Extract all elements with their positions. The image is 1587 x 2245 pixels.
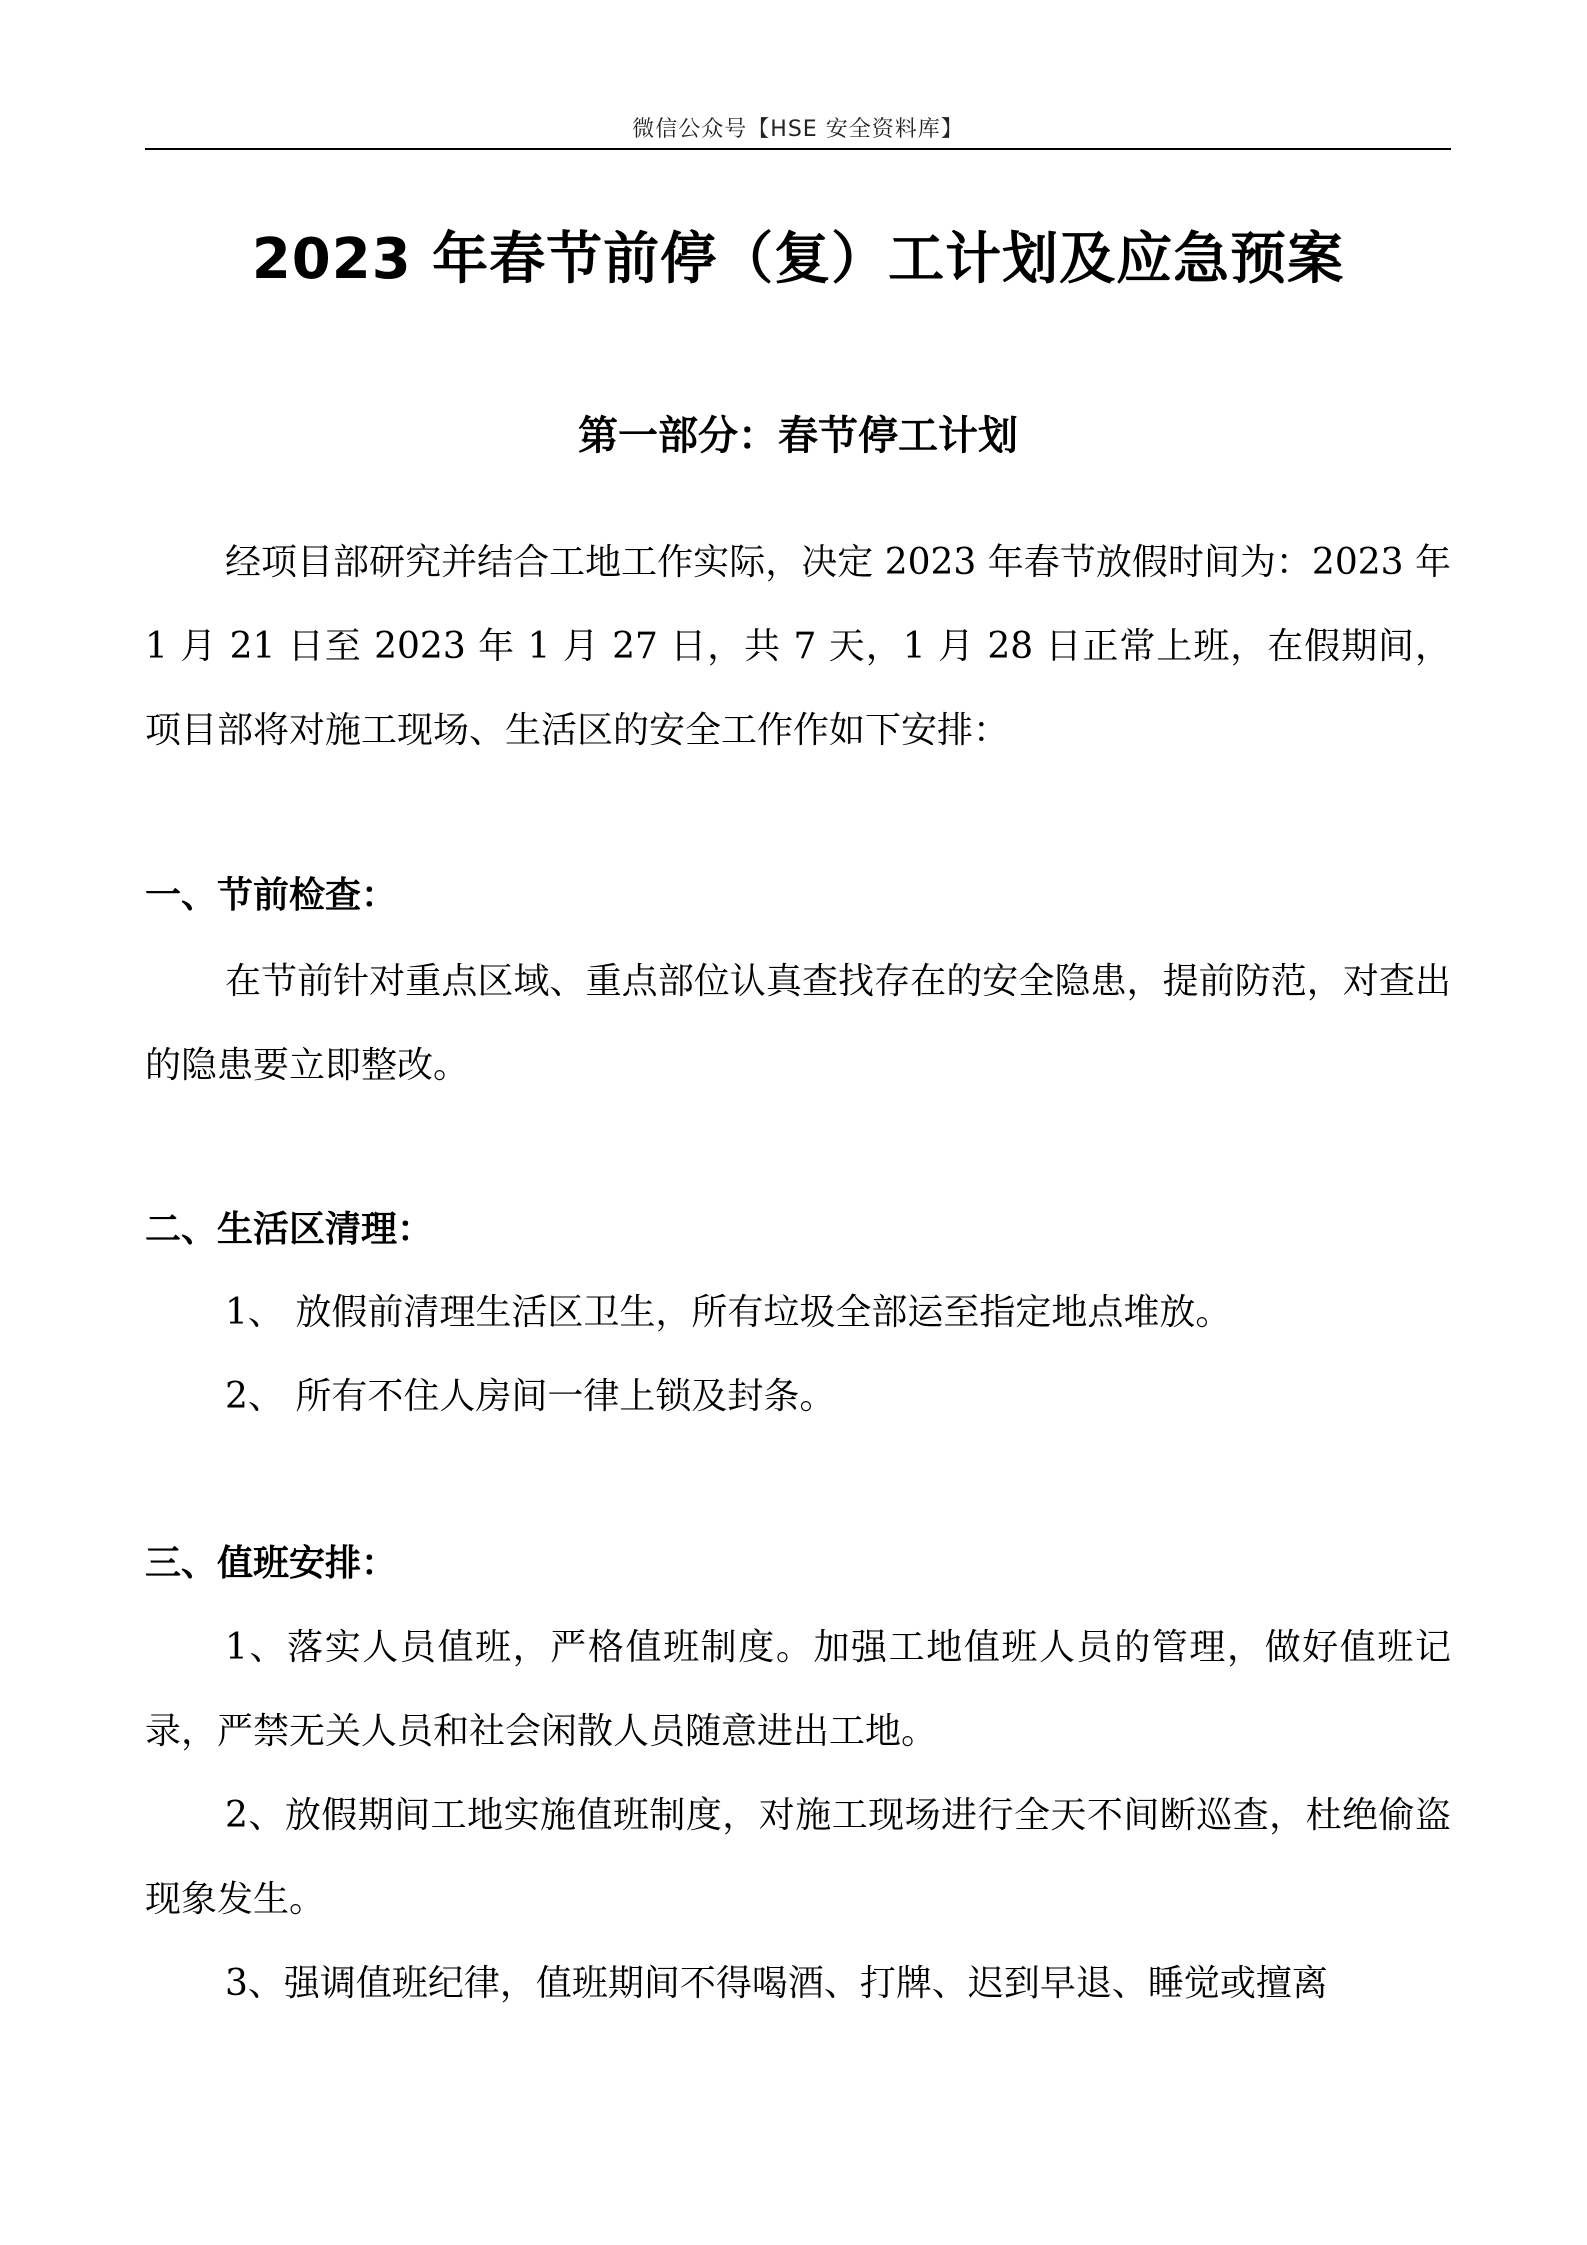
list-item-duty-2: 2、放假期间工地实施值班制度，对施工现场进行全天不间断巡查，杜绝偷盗现象发生。 — [145, 1795, 1451, 1920]
list-item-cleanup-1: 1、 放假前清理生活区卫生，所有垃圾全部运至指定地点堆放。 — [225, 1292, 1232, 1333]
list-item-cleanup-2: 2、 所有不住人房间一律上锁及封条。 — [225, 1376, 836, 1417]
section-heading-pre-holiday-check: 一、节前检查： — [145, 874, 398, 916]
header-divider — [145, 148, 1451, 150]
part-one-heading: 第一部分：春节停工计划 — [578, 413, 1018, 459]
section-paragraph-pre-holiday-check: 在节前针对重点区域、重点部位认真查找存在的安全隐患，提前防范，对查出的隐患要立即整改。 — [145, 961, 1451, 1086]
section-heading-living-area-cleanup: 二、生活区清理： — [145, 1208, 434, 1250]
section-heading-duty-arrangement: 三、值班安排： — [145, 1542, 398, 1584]
list-item-duty-1: 1、落实人员值班，严格值班制度。加强工地值班人员的管理，做好值班记录，严禁无关人员和社会闲散人员随意进出工地。 — [145, 1627, 1451, 1752]
list-item-duty-3: 3、强调值班纪律，值班期间不得喝酒、打牌、迟到早退、睡觉或擅离 — [225, 1963, 1328, 2004]
intro-paragraph: 经项目部研究并结合工地工作实际，决定 2023 年春节放假时间为：2023 年 1 月 21 日至 2023 年 1 月 27 日，共 7 天，1 月 28 日正常上班，在假期间，项目部将对施工现场、生活区的安全工作作如下安排： — [145, 542, 1451, 751]
page-header: 微信公众号【HSE 安全资料库】 — [632, 117, 964, 142]
document-title: 2023 年春节前停（复）工计划及应急预案 — [251, 227, 1345, 292]
